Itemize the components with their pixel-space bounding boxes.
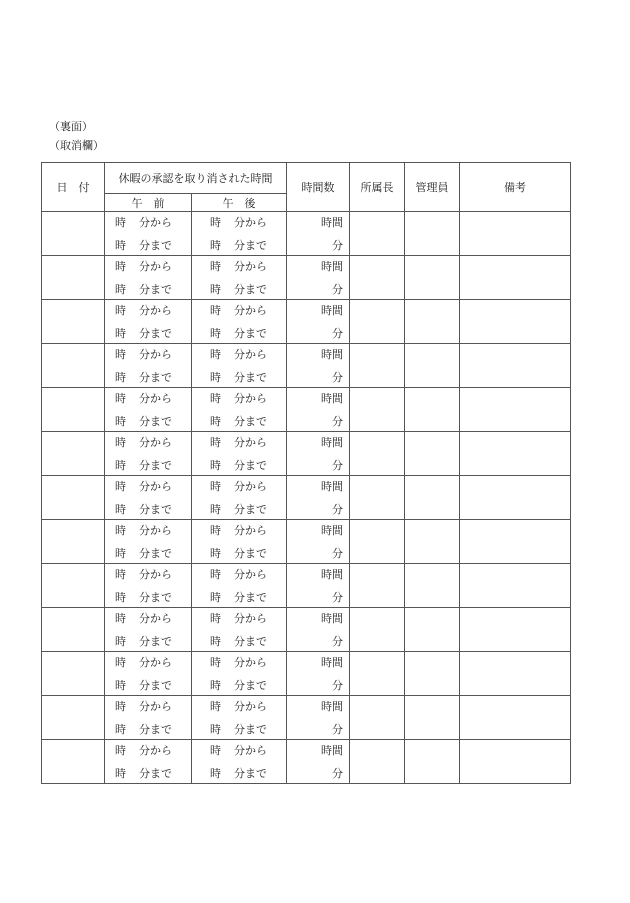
hour-label: 時 — [210, 524, 221, 537]
remarks-cell[interactable] — [460, 300, 571, 344]
minute-until-label: 分まで — [139, 371, 172, 384]
hour-label: 時 — [115, 524, 126, 537]
table-row — [42, 300, 571, 344]
hours-count-cell[interactable] — [287, 608, 350, 652]
hour-label: 時 — [115, 723, 126, 736]
afternoon-time-cell[interactable] — [192, 652, 287, 696]
hours-label: 時間 — [321, 524, 343, 537]
hours-label: 時間 — [321, 260, 343, 273]
hour-label: 時 — [115, 568, 126, 581]
hours-count-cell[interactable] — [287, 564, 350, 608]
minute-until-label: 分まで — [234, 459, 267, 472]
department-head-seal-cell[interactable] — [350, 740, 405, 784]
minute-from-label: 分から — [139, 744, 172, 757]
manager-seal-cell[interactable] — [405, 388, 460, 432]
department-head-seal-cell[interactable] — [350, 520, 405, 564]
table-row — [42, 256, 571, 300]
hour-label: 時 — [210, 392, 221, 405]
department-head-seal-cell[interactable] — [350, 344, 405, 388]
manager-seal-cell[interactable] — [405, 608, 460, 652]
minute-until-label: 分まで — [139, 283, 172, 296]
date-cell[interactable] — [42, 608, 105, 652]
hour-label: 時 — [210, 656, 221, 669]
afternoon-time-cell[interactable] — [192, 564, 287, 608]
hour-label: 時 — [210, 568, 221, 581]
minute-from-label: 分から — [139, 260, 172, 273]
minute-from-label: 分から — [139, 480, 172, 493]
hour-label: 時 — [210, 767, 221, 780]
hour-label: 時 — [210, 744, 221, 757]
minute-until-label: 分まで — [139, 327, 172, 340]
hours-label: 時間 — [321, 744, 343, 757]
afternoon-time-cell[interactable] — [192, 300, 287, 344]
minute-until-label: 分まで — [234, 591, 267, 604]
hours-label: 時間 — [321, 436, 343, 449]
date-cell[interactable] — [42, 740, 105, 784]
hour-label: 時 — [210, 415, 221, 428]
hour-label: 時 — [210, 239, 221, 252]
minute-from-label: 分から — [234, 744, 267, 757]
hour-label: 時 — [115, 612, 126, 625]
hour-label: 時 — [210, 459, 221, 472]
minutes-label: 分 — [332, 415, 343, 428]
department-head-seal-cell[interactable] — [350, 564, 405, 608]
minute-from-label: 分から — [139, 656, 172, 669]
remarks-cell[interactable] — [460, 256, 571, 300]
hour-label: 時 — [210, 700, 221, 713]
table-row — [42, 652, 571, 696]
hours-count-cell[interactable] — [287, 300, 350, 344]
hour-label: 時 — [210, 591, 221, 604]
afternoon-time-cell[interactable] — [192, 256, 287, 300]
minutes-label: 分 — [332, 503, 343, 516]
hour-label: 時 — [115, 547, 126, 560]
hour-label: 時 — [210, 371, 221, 384]
afternoon-time-cell[interactable] — [192, 608, 287, 652]
minutes-label: 分 — [332, 371, 343, 384]
department-head-seal-cell[interactable] — [350, 608, 405, 652]
hours-count-cell[interactable] — [287, 256, 350, 300]
morning-time-cell[interactable] — [105, 696, 192, 740]
morning-time-cell[interactable] — [105, 608, 192, 652]
minute-from-label: 分から — [139, 304, 172, 317]
minute-from-label: 分から — [234, 656, 267, 669]
hour-label: 時 — [115, 679, 126, 692]
afternoon-time-cell[interactable] — [192, 476, 287, 520]
table-row — [42, 432, 571, 476]
table-row — [42, 564, 571, 608]
header-date: 日 付 — [42, 163, 105, 212]
minute-from-label: 分から — [234, 436, 267, 449]
hours-count-cell[interactable] — [287, 652, 350, 696]
hours-count-cell[interactable] — [287, 740, 350, 784]
manager-seal-cell[interactable] — [405, 256, 460, 300]
hours-count-cell[interactable] — [287, 344, 350, 388]
hour-label: 時 — [210, 436, 221, 449]
hours-label: 時間 — [321, 700, 343, 713]
department-head-seal-cell[interactable] — [350, 696, 405, 740]
hour-label: 時 — [210, 480, 221, 493]
morning-time-cell[interactable] — [105, 564, 192, 608]
hours-label: 時間 — [321, 348, 343, 361]
manager-seal-cell[interactable] — [405, 520, 460, 564]
header-hours-count: 時間数 — [287, 163, 350, 212]
afternoon-time-cell[interactable] — [192, 740, 287, 784]
minutes-label: 分 — [332, 459, 343, 472]
hours-label: 時間 — [321, 656, 343, 669]
minute-until-label: 分まで — [234, 239, 267, 252]
department-head-seal-cell[interactable] — [350, 476, 405, 520]
minutes-label: 分 — [332, 723, 343, 736]
minute-until-label: 分まで — [234, 767, 267, 780]
department-head-seal-cell[interactable] — [350, 652, 405, 696]
table-row — [42, 608, 571, 652]
minute-until-label: 分まで — [139, 723, 172, 736]
hour-label: 時 — [210, 304, 221, 317]
morning-time-cell[interactable] — [105, 388, 192, 432]
minute-from-label: 分から — [234, 612, 267, 625]
hour-label: 時 — [210, 283, 221, 296]
hour-label: 時 — [115, 591, 126, 604]
minutes-label: 分 — [332, 327, 343, 340]
department-head-seal-cell[interactable] — [350, 256, 405, 300]
remarks-cell[interactable] — [460, 652, 571, 696]
hour-label: 時 — [115, 656, 126, 669]
hours-label: 時間 — [321, 216, 343, 229]
hour-label: 時 — [115, 459, 126, 472]
hour-label: 時 — [210, 723, 221, 736]
minute-from-label: 分から — [139, 700, 172, 713]
remarks-cell[interactable] — [460, 432, 571, 476]
date-cell[interactable] — [42, 256, 105, 300]
hour-label: 時 — [210, 327, 221, 340]
department-head-seal-cell[interactable] — [350, 432, 405, 476]
morning-time-cell[interactable] — [105, 432, 192, 476]
date-cell[interactable] — [42, 388, 105, 432]
table-row — [42, 476, 571, 520]
date-cell[interactable] — [42, 476, 105, 520]
manager-seal-cell[interactable] — [405, 696, 460, 740]
minute-from-label: 分から — [234, 348, 267, 361]
department-head-seal-cell[interactable] — [350, 300, 405, 344]
remarks-cell[interactable] — [460, 212, 571, 256]
hour-label: 時 — [210, 612, 221, 625]
remarks-cell[interactable] — [460, 564, 571, 608]
minutes-label: 分 — [332, 635, 343, 648]
manager-seal-cell[interactable] — [405, 740, 460, 784]
table-row — [42, 388, 571, 432]
table-row — [42, 696, 571, 740]
manager-seal-cell[interactable] — [405, 212, 460, 256]
hour-label: 時 — [115, 767, 126, 780]
afternoon-time-cell[interactable] — [192, 432, 287, 476]
hour-label: 時 — [115, 480, 126, 493]
minute-until-label: 分まで — [139, 767, 172, 780]
hour-label: 時 — [115, 503, 126, 516]
header-manager: 管理員 — [405, 163, 460, 212]
minute-until-label: 分まで — [234, 723, 267, 736]
date-cell[interactable] — [42, 432, 105, 476]
morning-time-cell[interactable] — [105, 740, 192, 784]
hour-label: 時 — [210, 635, 221, 648]
table-row — [42, 520, 571, 564]
hour-label: 時 — [115, 700, 126, 713]
hour-label: 時 — [115, 216, 126, 229]
morning-time-cell[interactable] — [105, 300, 192, 344]
minute-until-label: 分まで — [234, 283, 267, 296]
minute-until-label: 分まで — [234, 547, 267, 560]
minute-until-label: 分まで — [139, 459, 172, 472]
manager-seal-cell[interactable] — [405, 300, 460, 344]
minute-until-label: 分まで — [234, 679, 267, 692]
header-remarks: 備考 — [460, 163, 571, 212]
minute-until-label: 分まで — [139, 635, 172, 648]
minute-until-label: 分まで — [139, 239, 172, 252]
minute-from-label: 分から — [139, 524, 172, 537]
minute-until-label: 分まで — [234, 415, 267, 428]
date-cell[interactable] — [42, 564, 105, 608]
minute-from-label: 分から — [139, 436, 172, 449]
table-row — [42, 740, 571, 784]
minutes-label: 分 — [332, 239, 343, 252]
hours-label: 時間 — [321, 612, 343, 625]
minutes-label: 分 — [332, 547, 343, 560]
hour-label: 時 — [210, 547, 221, 560]
hour-label: 時 — [115, 415, 126, 428]
minute-from-label: 分から — [139, 216, 172, 229]
minute-from-label: 分から — [234, 480, 267, 493]
hours-count-cell[interactable] — [287, 212, 350, 256]
manager-seal-cell[interactable] — [405, 344, 460, 388]
minutes-label: 分 — [332, 767, 343, 780]
hours-count-cell[interactable] — [287, 432, 350, 476]
minute-from-label: 分から — [139, 392, 172, 405]
header-department-head: 所属長 — [350, 163, 405, 212]
date-cell[interactable] — [42, 344, 105, 388]
hours-label: 時間 — [321, 392, 343, 405]
manager-seal-cell[interactable] — [405, 652, 460, 696]
remarks-cell[interactable] — [460, 696, 571, 740]
morning-time-cell[interactable] — [105, 652, 192, 696]
hours-label: 時間 — [321, 568, 343, 581]
hour-label: 時 — [210, 679, 221, 692]
minutes-label: 分 — [332, 283, 343, 296]
minute-until-label: 分まで — [234, 503, 267, 516]
date-cell[interactable] — [42, 652, 105, 696]
morning-time-cell[interactable] — [105, 520, 192, 564]
hour-label: 時 — [115, 260, 126, 273]
date-cell[interactable] — [42, 520, 105, 564]
hours-label: 時間 — [321, 480, 343, 493]
minute-until-label: 分まで — [234, 327, 267, 340]
hours-count-cell[interactable] — [287, 476, 350, 520]
afternoon-time-cell[interactable] — [192, 344, 287, 388]
hour-label: 時 — [115, 283, 126, 296]
minute-until-label: 分まで — [139, 591, 172, 604]
minutes-label: 分 — [332, 591, 343, 604]
date-cell[interactable] — [42, 300, 105, 344]
hours-count-cell[interactable] — [287, 696, 350, 740]
minute-from-label: 分から — [234, 700, 267, 713]
morning-time-cell[interactable] — [105, 476, 192, 520]
remarks-cell[interactable] — [460, 740, 571, 784]
header-morning: 午 前 — [105, 194, 192, 212]
hour-label: 時 — [210, 348, 221, 361]
department-head-seal-cell[interactable] — [350, 212, 405, 256]
hour-label: 時 — [115, 239, 126, 252]
hour-label: 時 — [115, 327, 126, 340]
remarks-cell[interactable] — [460, 520, 571, 564]
hours-count-cell[interactable] — [287, 388, 350, 432]
department-head-seal-cell[interactable] — [350, 388, 405, 432]
minute-from-label: 分から — [234, 304, 267, 317]
date-cell[interactable] — [42, 212, 105, 256]
hour-label: 時 — [210, 216, 221, 229]
cancellation-section-caption: （取消欄） — [49, 139, 104, 152]
minutes-label: 分 — [332, 679, 343, 692]
hours-label: 時間 — [321, 304, 343, 317]
minute-until-label: 分まで — [139, 679, 172, 692]
hour-label: 時 — [115, 392, 126, 405]
hour-label: 時 — [115, 635, 126, 648]
morning-time-cell[interactable] — [105, 256, 192, 300]
hour-label: 時 — [115, 371, 126, 384]
hour-label: 時 — [115, 304, 126, 317]
hour-label: 時 — [115, 436, 126, 449]
minute-until-label: 分まで — [139, 415, 172, 428]
remarks-cell[interactable] — [460, 608, 571, 652]
minute-until-label: 分まで — [234, 371, 267, 384]
table-row — [42, 212, 571, 256]
remarks-cell[interactable] — [460, 476, 571, 520]
hour-label: 時 — [210, 503, 221, 516]
header-afternoon: 午 後 — [192, 194, 287, 212]
minute-from-label: 分から — [139, 568, 172, 581]
date-cell[interactable] — [42, 696, 105, 740]
manager-seal-cell[interactable] — [405, 476, 460, 520]
hour-label: 時 — [210, 260, 221, 273]
morning-time-cell[interactable] — [105, 344, 192, 388]
header-cancelled-time: 休暇の承認を取り消された時間 — [105, 163, 287, 194]
remarks-cell[interactable] — [460, 388, 571, 432]
hour-label: 時 — [115, 348, 126, 361]
afternoon-time-cell[interactable] — [192, 212, 287, 256]
afternoon-time-cell[interactable] — [192, 696, 287, 740]
manager-seal-cell[interactable] — [405, 432, 460, 476]
minute-from-label: 分から — [234, 260, 267, 273]
minute-until-label: 分まで — [234, 635, 267, 648]
hour-label: 時 — [115, 744, 126, 757]
minute-from-label: 分から — [234, 524, 267, 537]
afternoon-time-cell[interactable] — [192, 388, 287, 432]
minute-from-label: 分から — [234, 216, 267, 229]
morning-time-cell[interactable] — [105, 212, 192, 256]
afternoon-time-cell[interactable] — [192, 520, 287, 564]
hours-count-cell[interactable] — [287, 520, 350, 564]
leave-cancellation-table — [41, 162, 571, 784]
minute-from-label: 分から — [234, 568, 267, 581]
minute-until-label: 分まで — [139, 547, 172, 560]
minute-from-label: 分から — [139, 348, 172, 361]
minute-from-label: 分から — [139, 612, 172, 625]
table-row — [42, 344, 571, 388]
remarks-cell[interactable] — [460, 344, 571, 388]
minute-from-label: 分から — [234, 392, 267, 405]
back-side-caption: （裏面） — [49, 120, 93, 133]
manager-seal-cell[interactable] — [405, 564, 460, 608]
minute-until-label: 分まで — [139, 503, 172, 516]
